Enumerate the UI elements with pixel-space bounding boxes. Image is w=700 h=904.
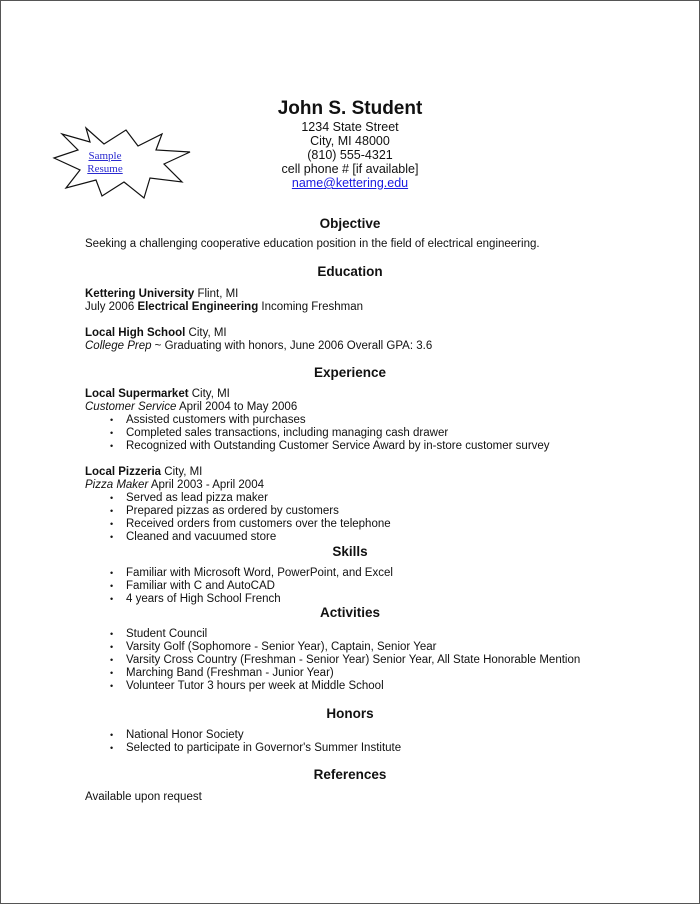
job-title: Customer Service — [85, 401, 177, 413]
education-program: College Prep — [85, 340, 152, 352]
education-date: July 2006 — [85, 301, 138, 313]
school-location: City, MI — [185, 327, 227, 339]
section-title-honors: Honors — [326, 706, 374, 721]
job-dates: April 2003 - April 2004 — [148, 479, 264, 491]
badge-line-2: Resume — [87, 163, 123, 175]
education-status: ~ Graduating with honors, June 2006 Overall GPA: 3.6 — [151, 340, 433, 352]
education-detail-highschool — [85, 340, 432, 353]
job-dates: April 2004 to May 2006 — [176, 401, 298, 413]
list-item: • Marching Band (Freshman - Junior Year) — [108, 667, 580, 680]
education-entry-university — [85, 288, 238, 301]
objective-text: Seeking a challenging cooperative education position in the field of electrical engineering. — [85, 238, 540, 250]
education-entry-highschool — [85, 327, 227, 340]
list-item: • Prepared pizzas as ordered by customers — [108, 505, 391, 518]
section-title-references: References — [313, 767, 387, 782]
list-item: • Recognized with Outstanding Customer Service Award by in-store customer survey — [108, 440, 550, 453]
job-role — [85, 479, 264, 492]
section-title-objective: Objective — [319, 216, 381, 231]
list-item: • Served as lead pizza maker — [108, 492, 391, 505]
list-item: • Volunteer Tutor 3 hours per week at Middle School — [108, 680, 580, 693]
section-title-activities: Activities — [319, 605, 381, 620]
list-item: • Received orders from customers over the telephone — [108, 518, 391, 531]
section-title-education: Education — [317, 264, 383, 279]
employer-name: Local Pizzeria — [85, 466, 162, 478]
job-employer — [85, 466, 202, 479]
references-text: Available upon request — [85, 791, 202, 803]
list-item: • Varsity Cross Country (Freshman - Senior Year) Senior Year, All State Honorable Mention — [108, 654, 580, 667]
list-item: • Varsity Golf (Sophomore - Senior Year), Captain, Senior Year — [108, 641, 580, 654]
education-status: Incoming Freshman — [258, 301, 364, 313]
list-item: • National Honor Society — [108, 729, 401, 742]
school-location: Flint, MI — [194, 288, 239, 300]
section-title-experience: Experience — [313, 365, 387, 380]
street-address: 1234 State Street — [301, 120, 399, 134]
list-item: • Student Council — [108, 628, 580, 641]
list-item: • Assisted customers with purchases — [108, 414, 550, 427]
job-role — [85, 401, 297, 414]
employer-location: City, MI — [161, 466, 203, 478]
list-item: • Familiar with Microsoft Word, PowerPoint, and Excel — [108, 567, 393, 580]
job-title: Pizza Maker — [85, 479, 149, 491]
list-item: • Completed sales transactions, including managing cash drawer — [108, 427, 550, 440]
badge-line-1: Sample — [88, 150, 122, 162]
education-detail-university — [85, 301, 363, 314]
list-item: • Cleaned and vacuumed store — [108, 531, 391, 544]
email-link[interactable]: name@kettering.edu — [291, 176, 409, 190]
job-duties-list — [108, 492, 391, 544]
phone-number: (810) 555-4321 — [307, 148, 393, 162]
list-item: • Familiar with C and AutoCAD — [108, 580, 393, 593]
city-state-zip: City, MI 48000 — [310, 134, 390, 148]
activities-list — [108, 628, 580, 693]
employer-location: City, MI — [188, 388, 230, 400]
education-program: Electrical Engineering — [137, 301, 259, 313]
candidate-name: John S. Student — [277, 98, 423, 119]
job-duties-list — [108, 414, 550, 453]
employer-name: Local Supermarket — [85, 388, 189, 400]
skills-list — [108, 567, 393, 606]
school-name: Kettering University — [85, 288, 195, 300]
job-employer — [85, 388, 230, 401]
school-name: Local High School — [85, 327, 186, 339]
section-title-skills: Skills — [332, 544, 368, 559]
cell-phone: cell phone # [if available] — [281, 162, 419, 176]
list-item: • 4 years of High School French — [108, 593, 393, 606]
list-item: • Selected to participate in Governor's Summer Institute — [108, 742, 401, 755]
honors-list — [108, 729, 401, 755]
